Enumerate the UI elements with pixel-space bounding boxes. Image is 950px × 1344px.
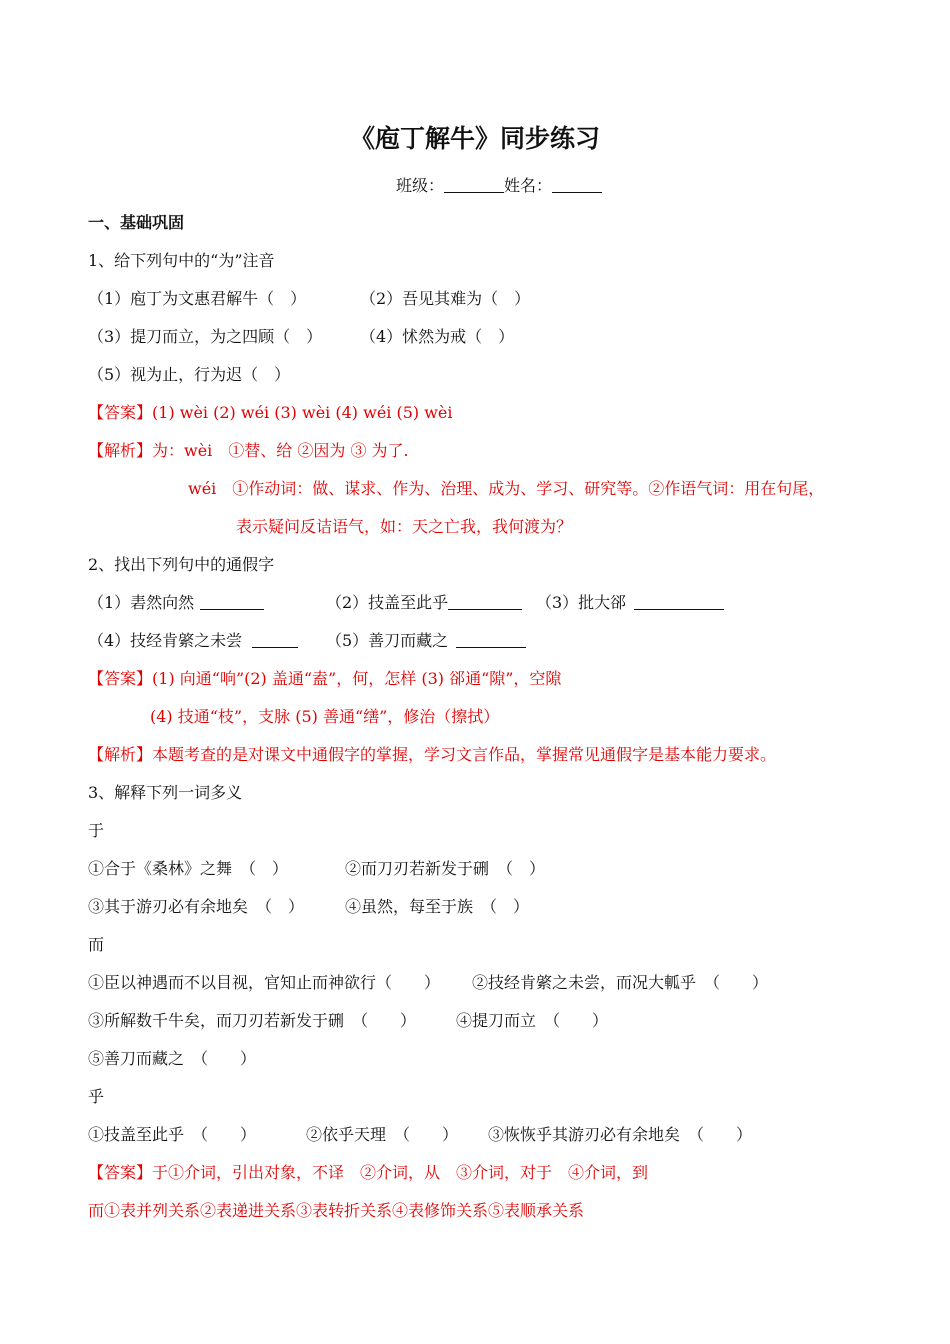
- answer-tag: 【答案】: [88, 403, 153, 422]
- q2-item: [326, 631, 526, 651]
- q1-item: （1）庖丁为文惠君解牛（ ）: [88, 289, 307, 308]
- q3-item: ①臣以神遇而不以目视，官知止而神欲行（ ）: [88, 973, 441, 992]
- q1-prompt: 1、给下列句中的“为”注音: [88, 251, 275, 270]
- q3-item: ⑤善刀而藏之 （ ）: [88, 1049, 257, 1068]
- q3-item: ③其于游刃必有余地矣 （ ）: [88, 897, 305, 916]
- q3-item: ①技盖至此乎 （ ）: [88, 1125, 257, 1144]
- answer-blank[interactable]: [634, 593, 724, 610]
- answer-blank[interactable]: [252, 631, 298, 648]
- section-heading: 一、基础巩固: [88, 213, 185, 232]
- q3-item: ②依乎天理 （ ）: [306, 1125, 459, 1144]
- q3-answer: [88, 1163, 648, 1183]
- q2-item: [326, 593, 522, 613]
- q2-item-text: （1）砉然向然: [88, 593, 195, 612]
- q2-item-text: （2）技盖至此乎: [326, 593, 449, 612]
- q3-prompt: 3、解释下列一词多义: [88, 783, 243, 802]
- answer-text: (1) 向通“响”(2) 盖通“盍”，何，怎样 (3) 郤通“隙”，空隙: [152, 669, 562, 688]
- answer-text: (1) wèi (2) wéi (3) wèi (4) wéi (5) wèi: [152, 403, 453, 422]
- q1-item: （5）视为止，行为迟（ ）: [88, 365, 291, 384]
- q2-item-text: （4）技经肯綮之未尝: [88, 631, 243, 650]
- q2-prompt: 2、找出下列句中的通假字: [88, 555, 275, 574]
- answer-blank[interactable]: [456, 631, 526, 648]
- name-label: 姓名：: [504, 176, 553, 195]
- q3-item: ③所解数千牛矣，而刀刃若新发于硎 （ ）: [88, 1011, 417, 1030]
- q3-item: ③恢恢乎其游刃必有余地矣 （ ）: [488, 1125, 753, 1144]
- q1-item: （3）提刀而立，为之四顾（ ）: [88, 327, 323, 346]
- q3-word: 于: [88, 821, 105, 840]
- student-info: [396, 176, 602, 196]
- q2-answer: [88, 669, 561, 689]
- class-label: 班级：: [396, 176, 445, 195]
- q2-item: [536, 593, 724, 613]
- q1-answer: [88, 403, 453, 423]
- answer-blank[interactable]: [448, 593, 522, 610]
- answer-text: 于①介词，引出对象，不译 ②介词，从 ③介词，对于 ④介词，到: [152, 1163, 649, 1182]
- name-field[interactable]: [552, 176, 602, 193]
- q3-item: ④提刀而立 （ ）: [456, 1011, 609, 1030]
- q3-answer-line: 而①表并列关系②表递进关系③表转折关系④表修饰关系⑤表顺承关系: [88, 1201, 585, 1220]
- q1-item: （4）怵然为戒（ ）: [360, 327, 515, 346]
- answer-blank[interactable]: [200, 593, 264, 610]
- answer-tag: 【答案】: [88, 669, 153, 688]
- q3-item: ②技经肯綮之未尝，而况大軱乎 （ ）: [472, 973, 769, 992]
- q3-item: ②而刀刃若新发于硎 （ ）: [345, 859, 546, 878]
- q1-analysis: [88, 441, 409, 461]
- q2-answer-line: (4) 技通“枝”，支脉 (5) 善通“缮”，修治（擦拭）: [150, 707, 500, 726]
- q1-item: （2）吾见其难为（ ）: [360, 289, 531, 308]
- analysis-text: 本题考查的是对课文中通假字的掌握，学习文言作品，掌握常见通假字是基本能力要求。: [152, 745, 777, 764]
- q2-item: [88, 593, 264, 613]
- q3-word: 乎: [88, 1087, 105, 1106]
- q3-word: 而: [88, 935, 105, 954]
- q3-item: ④虽然，每至于族 （ ）: [345, 897, 530, 916]
- q2-item: [88, 631, 298, 651]
- analysis-text: 为：wèi ①替、给 ②因为 ③ 为了.: [152, 441, 409, 460]
- page-title: 《庖丁解牛》同步练习: [349, 124, 600, 153]
- q1-analysis-line: 表示疑问反诘语气，如：天之亡我，我何渡为？: [236, 517, 573, 536]
- analysis-tag: 【解析】: [88, 745, 153, 764]
- q2-analysis: [88, 745, 776, 765]
- q2-item-text: （3）批大郤: [536, 593, 627, 612]
- class-field[interactable]: [444, 176, 504, 193]
- q1-analysis-line: wéi ①作动词：做、谋求、作为、治理、成为、学习、研究等。②作语气词：用在句尾，: [188, 479, 825, 498]
- analysis-tag: 【解析】: [88, 441, 153, 460]
- answer-tag: 【答案】: [88, 1163, 153, 1182]
- q3-item: ①合于《桑林》之舞 （ ）: [88, 859, 289, 878]
- q2-item-text: （5）善刀而藏之: [326, 631, 449, 650]
